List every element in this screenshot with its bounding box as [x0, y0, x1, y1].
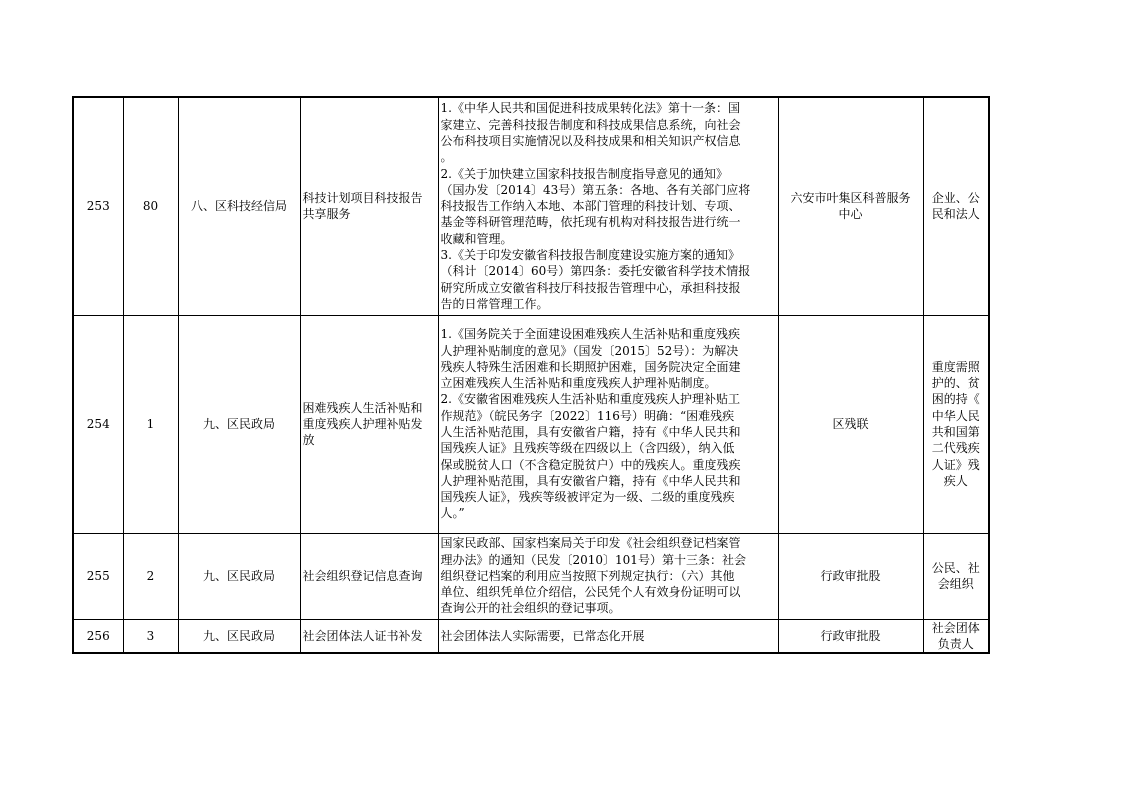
legal-basis-cell	[438, 619, 778, 653]
target-line: 困的持《	[931, 392, 980, 407]
basis-line: 人护理补贴制度的意见》（国发〔2015〕52号）：为解决	[440, 343, 739, 358]
target-line: 民和法人	[931, 207, 980, 222]
target-line: 公民、社	[931, 560, 980, 575]
row-seq-cell: 256	[73, 619, 123, 653]
table-row	[73, 97, 989, 315]
unit-line: 六安市叶集区科普服务	[790, 190, 911, 205]
target-line: 共和国第	[931, 425, 980, 439]
basis-line: 立困难残疾人生活补贴和重度残疾人护理补贴制度。	[440, 376, 717, 391]
basis-line: 单位、组织凭单位介绍信，公民凭个人有效身份证明可以	[440, 585, 741, 600]
basis-line: 基金等科研管理范畴，依托现有机构对科技报告进行统一	[440, 215, 741, 230]
target-line: 二代残疾	[931, 441, 980, 456]
target-line: 疾人	[943, 473, 968, 488]
basis-line: 人护理补贴范围，具有安徽省户籍，持有《中华人民共和	[440, 473, 741, 488]
target-line: 企业、公	[931, 190, 980, 205]
legal-basis-cell	[438, 533, 778, 619]
item-name-line: 科技计划项目科技报告	[302, 190, 423, 205]
target-line: 社会团体	[931, 620, 980, 635]
target-cell	[923, 315, 989, 533]
legal-basis-cell	[438, 97, 778, 315]
basis-line: 收藏和管理。	[440, 231, 513, 246]
unit-line: 中心	[838, 207, 863, 222]
row-seq-cell: 254	[73, 315, 123, 533]
target-line: 护的、贫	[931, 376, 980, 391]
row-subno-cell: 80	[123, 97, 178, 315]
basis-line: 3.《关于印发安徽省科技报告制度建设实施方案的通知》	[440, 247, 740, 262]
row-seq-cell: 253	[73, 97, 123, 315]
unit-line: 区残联	[832, 416, 869, 431]
item-name-cell	[300, 533, 438, 619]
basis-line: 理办法》的通知（民发〔2010〕101号）第十三条：社会	[440, 552, 746, 567]
responsible-unit-cell	[778, 619, 923, 653]
basis-line: 人。”	[440, 506, 465, 521]
basis-line: 残疾人特殊生活困难和长期照护困难，国务院决定全面建	[440, 359, 741, 374]
item-name-cell	[300, 315, 438, 533]
target-line: 人证》残	[931, 457, 980, 472]
target-line: 中华人民	[931, 408, 980, 423]
basis-line: 2.《关于加快建立国家科技报告制度指导意见的通知》	[440, 166, 728, 181]
target-line: 负责人	[937, 636, 974, 651]
department-cell: 九、区民政局	[178, 619, 300, 653]
basis-line: 科技报告工作纳入本地、本部门管理的科技计划、专项、	[440, 199, 741, 214]
basis-line: 组织登记档案的利用应当按照下列规定执行：（六）其他	[440, 568, 735, 583]
unit-line: 行政审批股	[820, 628, 881, 643]
item-name-cell	[300, 97, 438, 315]
department-cell: 九、区民政局	[178, 315, 300, 533]
row-subno-cell: 3	[123, 619, 178, 653]
basis-line: 2.《安徽省困难残疾人生活补贴和重度残疾人护理补贴工	[440, 392, 740, 407]
row-seq-cell: 255	[73, 533, 123, 619]
target-cell	[923, 97, 989, 315]
row-subno-cell: 1	[123, 315, 178, 533]
unit-line: 行政审批股	[820, 568, 881, 583]
department-cell: 八、区科技经信局	[178, 97, 300, 315]
target-line: 会组织	[937, 577, 974, 591]
basis-line: 作规范》（皖民务字〔2022〕116号）明确：“困难残疾	[440, 408, 735, 423]
target-cell	[923, 619, 989, 653]
basis-line: 查询公开的社会组织的登记事项。	[440, 601, 621, 616]
item-name-line: 社会团体法人证书补发	[302, 628, 423, 643]
item-name-line: 共享服务	[302, 207, 351, 222]
responsible-unit-cell	[778, 315, 923, 533]
responsible-unit-cell	[778, 533, 923, 619]
item-name-line: 困难残疾人生活补贴和	[302, 400, 423, 415]
row-subno-cell: 2	[123, 533, 178, 619]
item-name-line: 社会组织登记信息查询	[302, 568, 423, 583]
basis-line: 保或脱贫人口（不含稳定脱贫户）中的残疾人。重度残疾	[440, 457, 741, 472]
item-name-line: 放	[302, 433, 315, 448]
basis-line: 1.《国务院关于全面建设困难残疾人生活补贴和重度残疾	[440, 327, 740, 342]
basis-line: （科计〔2014〕60号）第四条：委托安徽省科学技术情报	[440, 264, 751, 279]
table-row	[73, 533, 989, 619]
department-cell: 九、区民政局	[178, 533, 300, 619]
legal-basis-cell	[438, 315, 778, 533]
basis-line: 研究所成立安徽省科技厅科技报告管理中心，承担科技报	[440, 280, 741, 295]
target-line: 重度需照	[931, 359, 980, 374]
basis-line: 。	[440, 150, 453, 165]
item-name-line: 重度残疾人护理补贴发	[302, 416, 423, 431]
basis-line: 公布科技项目实施情况以及科技成果和相关知识产权信息	[440, 133, 741, 148]
basis-line: （国办发〔2014〕43号）第五条：各地、各有关部门应将	[440, 182, 751, 197]
basis-line: 国家民政部、国家档案局关于印发《社会组织登记档案管	[440, 536, 741, 551]
basis-line: 告的日常管理工作。	[440, 296, 549, 311]
basis-line: 社会团体法人实际需要，已常态化开展	[440, 628, 645, 643]
table-row	[73, 315, 989, 533]
basis-line: 1.《中华人民共和国促进科技成果转化法》第十一条：国	[440, 101, 740, 116]
responsible-unit-cell	[778, 97, 923, 315]
basis-line: 国残疾人证》且残疾等级在四级以上（含四级），纳入低	[440, 441, 735, 456]
table-row	[73, 619, 989, 653]
basis-line: 人生活补贴范围，具有安徽省户籍，持有《中华人民共和	[440, 425, 741, 439]
basis-line: 国残疾人证》，残疾等级被评定为一级、二级的重度残疾	[440, 490, 735, 505]
item-name-cell	[300, 619, 438, 653]
basis-line: 家建立、完善科技报告制度和科技成果信息系统，向社会	[440, 117, 741, 132]
service-table	[72, 96, 990, 654]
target-cell	[923, 533, 989, 619]
